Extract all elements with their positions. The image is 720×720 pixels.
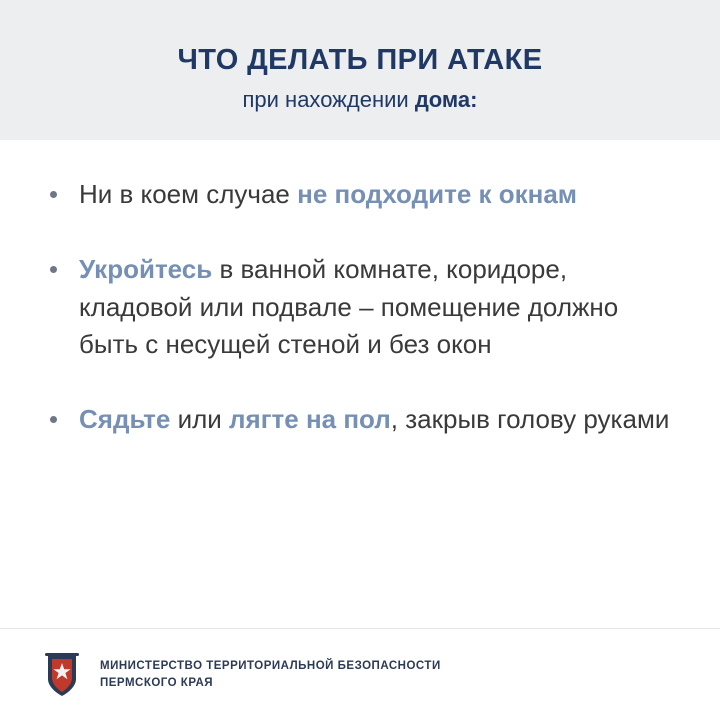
list-item-segment: Ни в коем случае (79, 178, 298, 209)
bullet-list (0, 140, 720, 628)
list-item (42, 251, 678, 363)
bullet-dot-icon (50, 191, 57, 198)
page-subtitle (40, 87, 680, 113)
poster-header (0, 0, 720, 140)
page-title: ЧТО ДЕЛАТЬ ПРИ АТАКЕ (177, 44, 543, 76)
list-item-text (79, 401, 678, 438)
list-item-segment-highlight: лягте на пол (229, 404, 391, 435)
list-item-segment-highlight: Сядьте (79, 404, 171, 435)
list-item-text (79, 176, 678, 213)
list-item-text (79, 251, 678, 363)
ministry-emblem-icon (42, 651, 82, 699)
bullet-dot-icon (50, 416, 57, 423)
list-item-segment: или (170, 404, 230, 435)
list-item (42, 176, 678, 213)
list-item-segment: в ванной комнате, коридоре, кладовой или подвале – помещение должно быть с несущей стеной и без окон (79, 254, 619, 360)
list-item (42, 401, 678, 438)
footer-organization (100, 658, 441, 691)
footer-line-2: ПЕРМСКОГО КРАЯ (100, 676, 214, 689)
list-item-segment-highlight: не подходите к окнам (297, 178, 578, 209)
list-item-segment: , закрыв голову руками (390, 404, 670, 435)
footer-line-1: МИНИСТЕРСТВО ТЕРРИТОРИАЛЬНОЙ БЕЗОПАСНОСТИ (100, 659, 441, 672)
page-subtitle-light: при нахождении (242, 87, 415, 113)
poster-footer (0, 628, 720, 720)
list-item-segment-highlight: Укройтесь (79, 254, 213, 285)
bullet-dot-icon (50, 266, 57, 273)
page-subtitle-bold: дома: (414, 87, 478, 113)
